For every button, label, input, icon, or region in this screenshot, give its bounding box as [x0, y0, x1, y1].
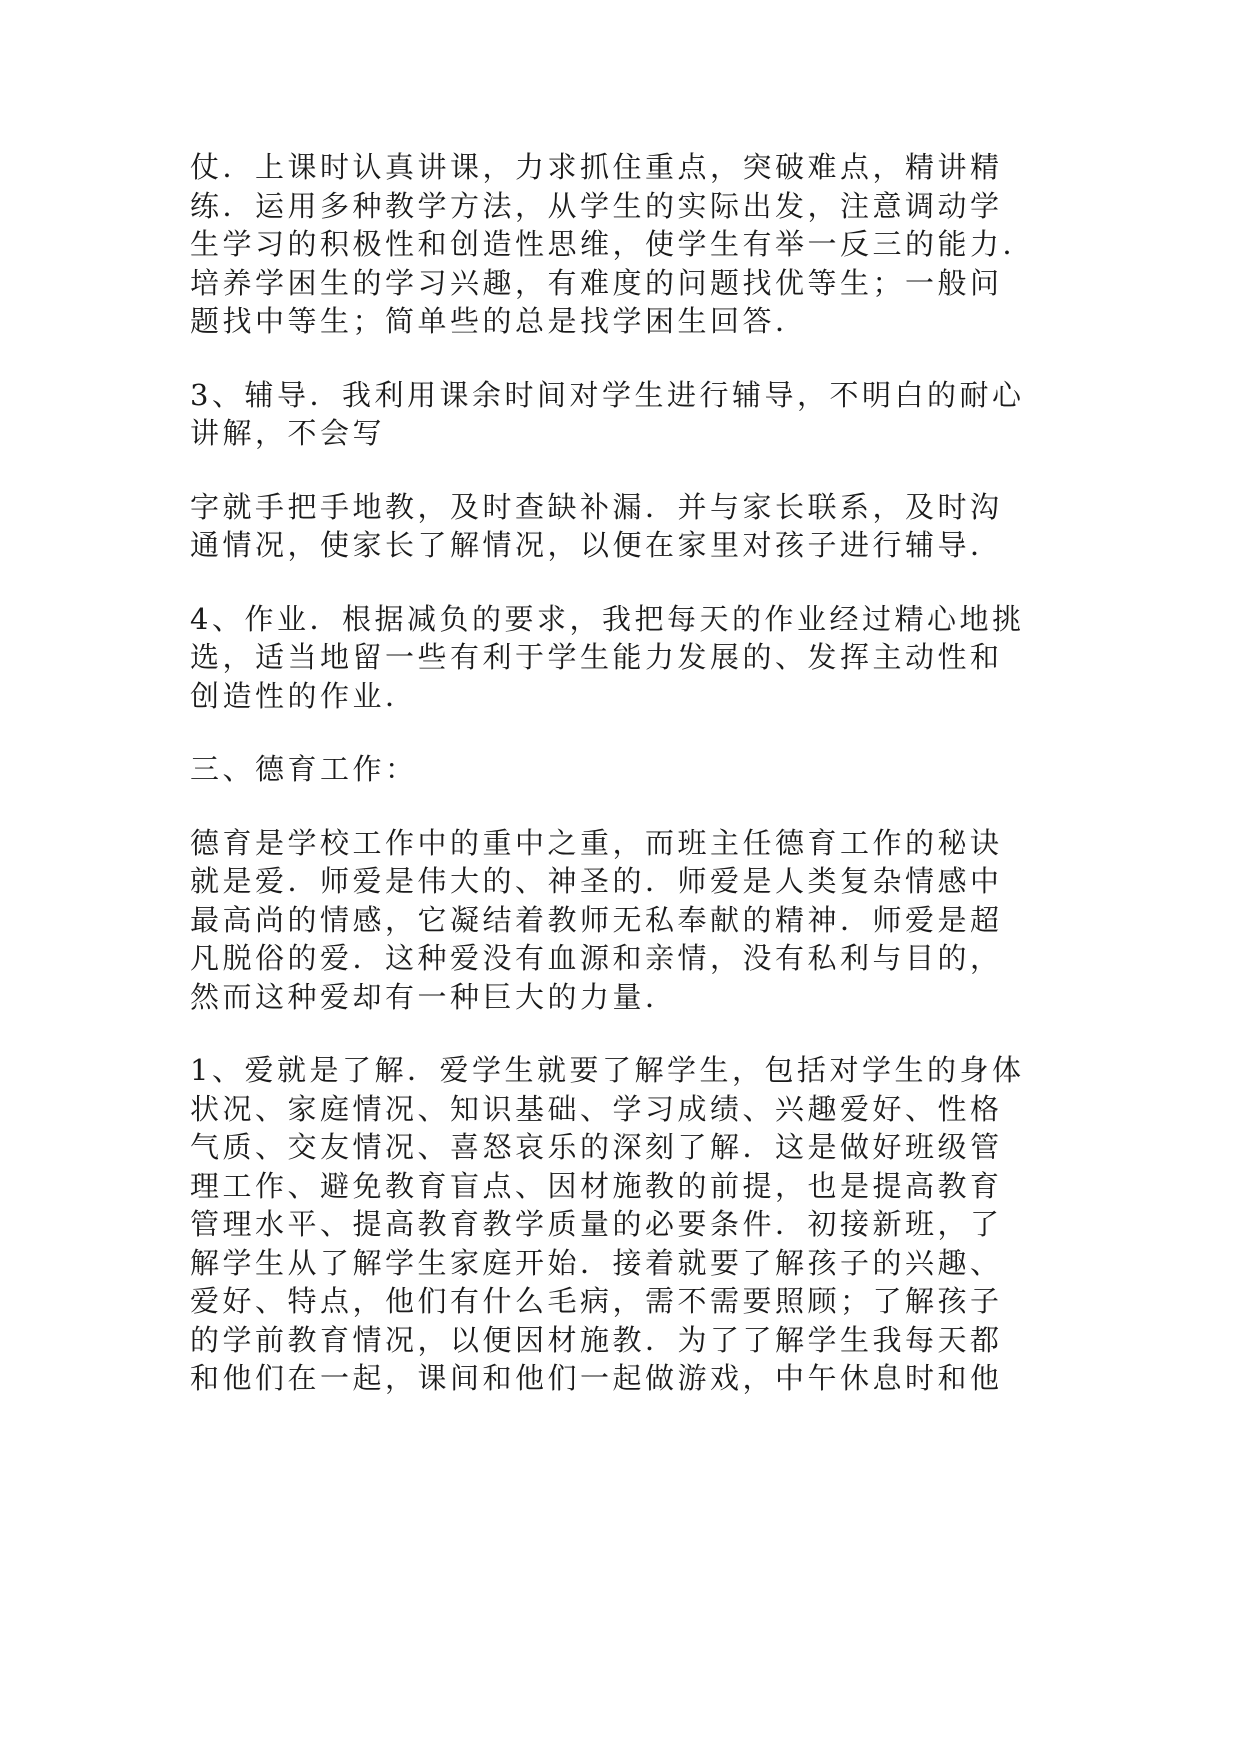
text-line: 然而这种爱却有一种巨大的力量．	[190, 979, 678, 1014]
paragraph-homework	[190, 600, 1050, 716]
text-line: 题找中等生；简单些的总是找学困生回答．	[190, 304, 808, 338]
paragraph-tutoring-continued	[190, 488, 1050, 565]
text-line: 管理水平、提高教育教学质量的必要条件．初接新班，了	[190, 1207, 1003, 1241]
paragraph-gap	[190, 453, 1050, 488]
text-line: 1、爱就是了解．爱学生就要了解学生，包括对学生的身体	[190, 1053, 1025, 1087]
section-heading-moral-education	[190, 750, 1050, 789]
text-line: 和他们在一起，课间和他们一起做游戏，中午休息时和他	[190, 1361, 1003, 1395]
paragraph-gap	[190, 565, 1050, 600]
text-line: 4、作业．根据减负的要求，我把每天的作业经过精心地挑	[190, 601, 1025, 636]
paragraph-moral-education-intro	[190, 824, 1050, 1017]
text-line: 气质、交友情况、喜怒哀乐的深刻了解．这是做好班级管	[190, 1130, 1003, 1164]
text-line: 仗．上课时认真讲课，力求抓住重点，突破难点，精讲精	[190, 150, 1003, 184]
text-line: 练．运用多种教学方法，从学生的实际出发，注意调动学	[190, 188, 1003, 223]
text-line: 讲解，不会写	[190, 416, 386, 450]
document-body	[190, 148, 1050, 1398]
text-line: 最高尚的情感，它凝结着教师无私奉献的精神．师爱是超	[190, 902, 1003, 937]
section-heading: 三、德育工作：	[190, 752, 418, 786]
text-line: 解学生从了解学生家庭开始．接着就要了解孩子的兴趣、	[190, 1245, 1003, 1280]
paragraph-gap	[190, 789, 1050, 824]
text-line: 3、辅导．我利用课余时间对学生进行辅导，不明白的耐心	[190, 377, 1025, 412]
text-line: 就是爱．师爱是伟大的、神圣的．师爱是人类复杂情感中	[190, 864, 1003, 898]
paragraph-teaching-method	[190, 148, 1050, 341]
paragraph-gap	[190, 1016, 1050, 1051]
text-line: 凡脱俗的爱．这种爱没有血源和亲情，没有私利与目的，	[190, 941, 1003, 975]
text-line: 的学前教育情况，以便因材施教．为了了解学生我每天都	[190, 1322, 1003, 1357]
text-line: 创造性的作业．	[190, 678, 418, 713]
text-line: 通情况，使家长了解情况，以便在家里对孩子进行辅导．	[190, 528, 1003, 562]
paragraph-love-is-understanding	[190, 1051, 1050, 1398]
text-line: 状况、家庭情况、知识基础、学习成绩、兴趣爱好、性格	[190, 1091, 1003, 1126]
text-line: 培养学困生的学习兴趣，有难度的问题找优等生；一般问	[190, 265, 1003, 300]
paragraph-tutoring	[190, 376, 1050, 453]
text-line: 字就手把手地教，及时查缺补漏．并与家长联系，及时沟	[190, 489, 1003, 524]
text-line: 德育是学校工作中的重中之重，而班主任德育工作的秘诀	[190, 825, 1003, 860]
text-line: 生学习的积极性和创造性思维，使学生有举一反三的能力．	[190, 227, 1036, 261]
text-line: 理工作、避免教育盲点、因材施教的前提，也是提高教育	[190, 1168, 1003, 1203]
text-line: 选，适当地留一些有利于学生能力发展的、发挥主动性和	[190, 640, 1003, 674]
paragraph-gap	[190, 341, 1050, 376]
paragraph-gap	[190, 715, 1050, 750]
text-line: 爱好、特点，他们有什么毛病，需不需要照顾；了解孩子	[190, 1284, 1003, 1318]
